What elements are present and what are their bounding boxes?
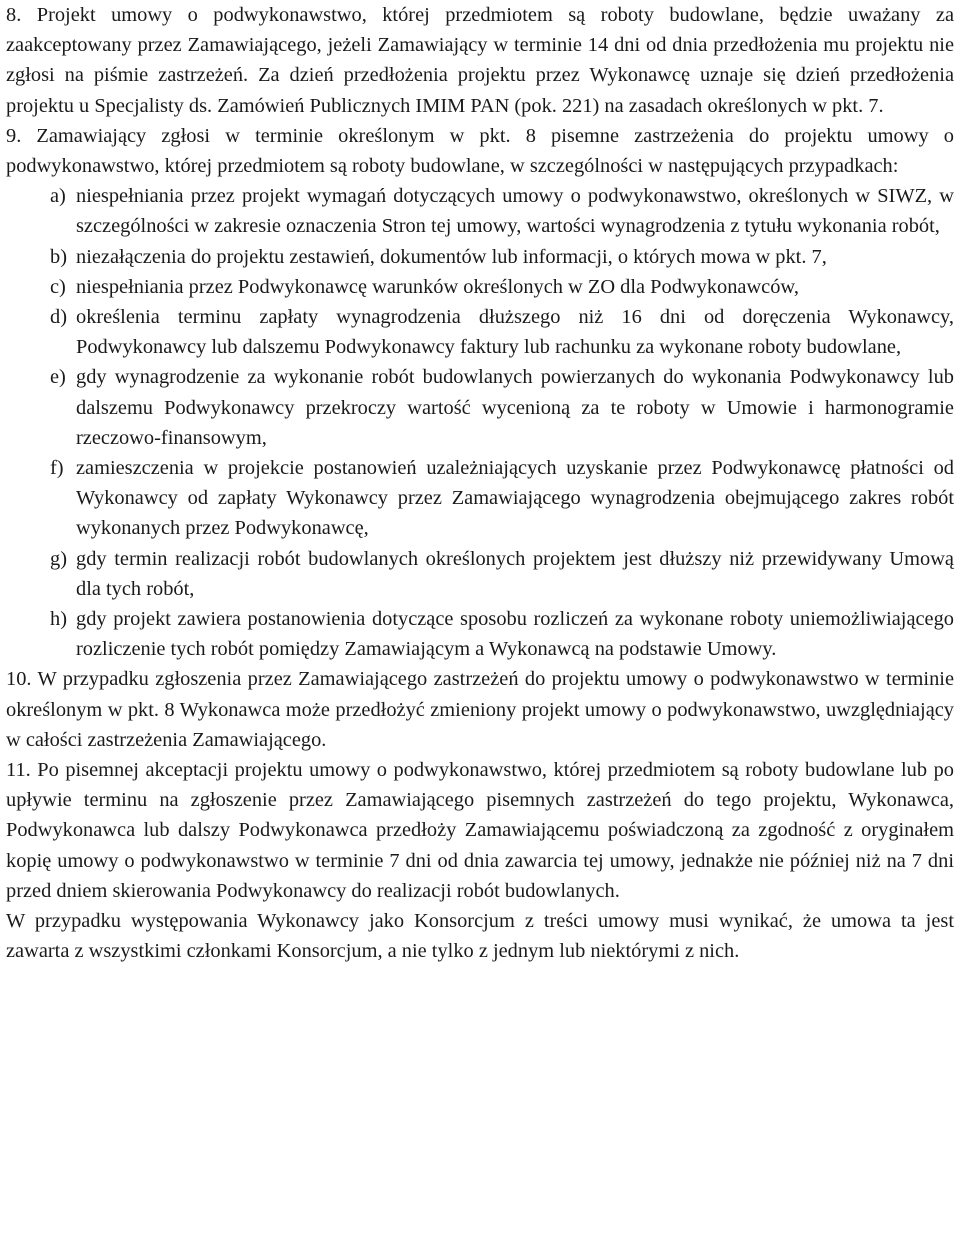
- paragraph-11: 11. Po pisemnej akceptacji projektu umowy o podwykonawstwo, której przedmiotem są roboty budowlane lub po upływie terminu na zgłoszenie przez Zamawiającego pisemnych zastrzeżeń do tego projektu, Wykonawca, Podwykonawca lub dalszy Podwykonawca przedłoży Zamawiającemu poświadczoną za zgodność z oryginałem kopię umowy o podwykonawstwo w terminie 7 dni od dnia zawarcia tej umowy, jednakże nie później niż na 7 dni przed dniem skierowania Podwykonawcy do realizacji robót budowlanych.: [6, 759, 954, 902]
- list-item-text: gdy termin realizacji robót budowlanych określonych projektem jest dłuższy niż przewidywany Umową dla tych robót,: [76, 547, 954, 600]
- list-item-text: niespełniania przez Podwykonawcę warunków określonych w ZO dla Podwykonawców,: [76, 275, 799, 298]
- list-marker: b): [50, 245, 67, 268]
- list-item-d: [6, 302, 954, 362]
- list-item-text: gdy projekt zawiera postanowienia dotyczące sposobu rozliczeń za wykonane roboty uniemożliwiającego rozliczenie tych robót pomiędzy Zamawiającym a Wykonawcą na podstawie Umowy.: [76, 608, 954, 661]
- list-item-h: [6, 604, 954, 664]
- list-item-text: zamieszczenia w projekcie postanowień uzależniających uzyskanie przez Podwykonawcę płatności od Wykonawcy od zapłaty Wykonawcy przez Zamawiającego wynagrodzenia obejmującego zakres robót wykonanych przez Podwykonawcę,: [76, 457, 954, 540]
- paragraph-konsorcjum: W przypadku występowania Wykonawcy jako Konsorcjum z treści umowy musi wynikać, że umowa ta jest zawarta z wszystkimi członkami Konsorcjum, a nie tylko z jednym lub niektórymi z nich.: [6, 910, 954, 963]
- paragraph-8: 8. Projekt umowy o podwykonawstwo, której przedmiotem są roboty budowlane, będzie uważany za zaakceptowany przez Zamawiającego, jeżeli Zamawiający w terminie 14 dni od dnia przedłożenia mu projektu nie zgłosi na piśmie zastrzeżeń. Za dzień przedłożenia projektu przez Wykonawcę uznaje się dzień przedłożenia projektu u Specjalisty ds. Zamówień Publicznych IMIM PAN (pok. 221) na zasadach określonych w pkt. 7.: [6, 4, 954, 117]
- list-item-a: [6, 181, 954, 241]
- list-item-text: niezałączenia do projektu zestawień, dokumentów lub informacji, o których mowa w pkt. 7,: [76, 245, 827, 268]
- list-item-f: [6, 453, 954, 544]
- list-item-b: [6, 242, 954, 272]
- list-marker: g): [50, 547, 67, 570]
- list-item-c: [6, 272, 954, 302]
- list-item-text: określenia terminu zapłaty wynagrodzenia dłuższego niż 16 dni od doręczenia Wykonawcy, Podwykonawcy lub dalszemu Podwykonawcy faktury lub rachunku za wykonane roboty budowlane,: [76, 306, 954, 359]
- list-item-g: [6, 544, 954, 604]
- list-marker: a): [50, 185, 66, 208]
- list-marker: e): [50, 366, 66, 389]
- list-item-text: gdy wynagrodzenie za wykonanie robót budowlanych powierzanych do wykonania Podwykonawcy lub dalszemu Podwykonawcy przekroczy wartość wycenioną za te roboty w Umowie i harmonogramie rzeczowo-finansowym,: [76, 366, 954, 449]
- list-marker: d): [50, 306, 67, 329]
- list-marker: f): [50, 457, 64, 480]
- list-marker: c): [50, 275, 66, 298]
- list-item-text: niespełniania przez projekt wymagań dotyczących umowy o podwykonawstwo, określonych w SIWZ, w szczególności w zakresie oznaczenia Stron tej umowy, wartości wynagrodzenia z tytułu wykonania robót,: [76, 185, 954, 238]
- list-item-e: [6, 362, 954, 453]
- objections-list: [6, 181, 954, 664]
- list-marker: h): [50, 608, 67, 631]
- paragraph-10: 10. W przypadku zgłoszenia przez Zamawiającego zastrzeżeń do projektu umowy o podwykonawstwo w terminie określonym w pkt. 8 Wykonawca może przedłożyć zmieniony projekt umowy o podwykonawstwo, uwzględniający w całości zastrzeżenia Zamawiającego.: [6, 668, 954, 751]
- paragraph-9: 9. Zamawiający zgłosi w terminie określonym w pkt. 8 pisemne zastrzeżenia do projektu umowy o podwykonawstwo, której przedmiotem są roboty budowlane, w szczególności w następujących przypadkach:: [6, 124, 954, 178]
